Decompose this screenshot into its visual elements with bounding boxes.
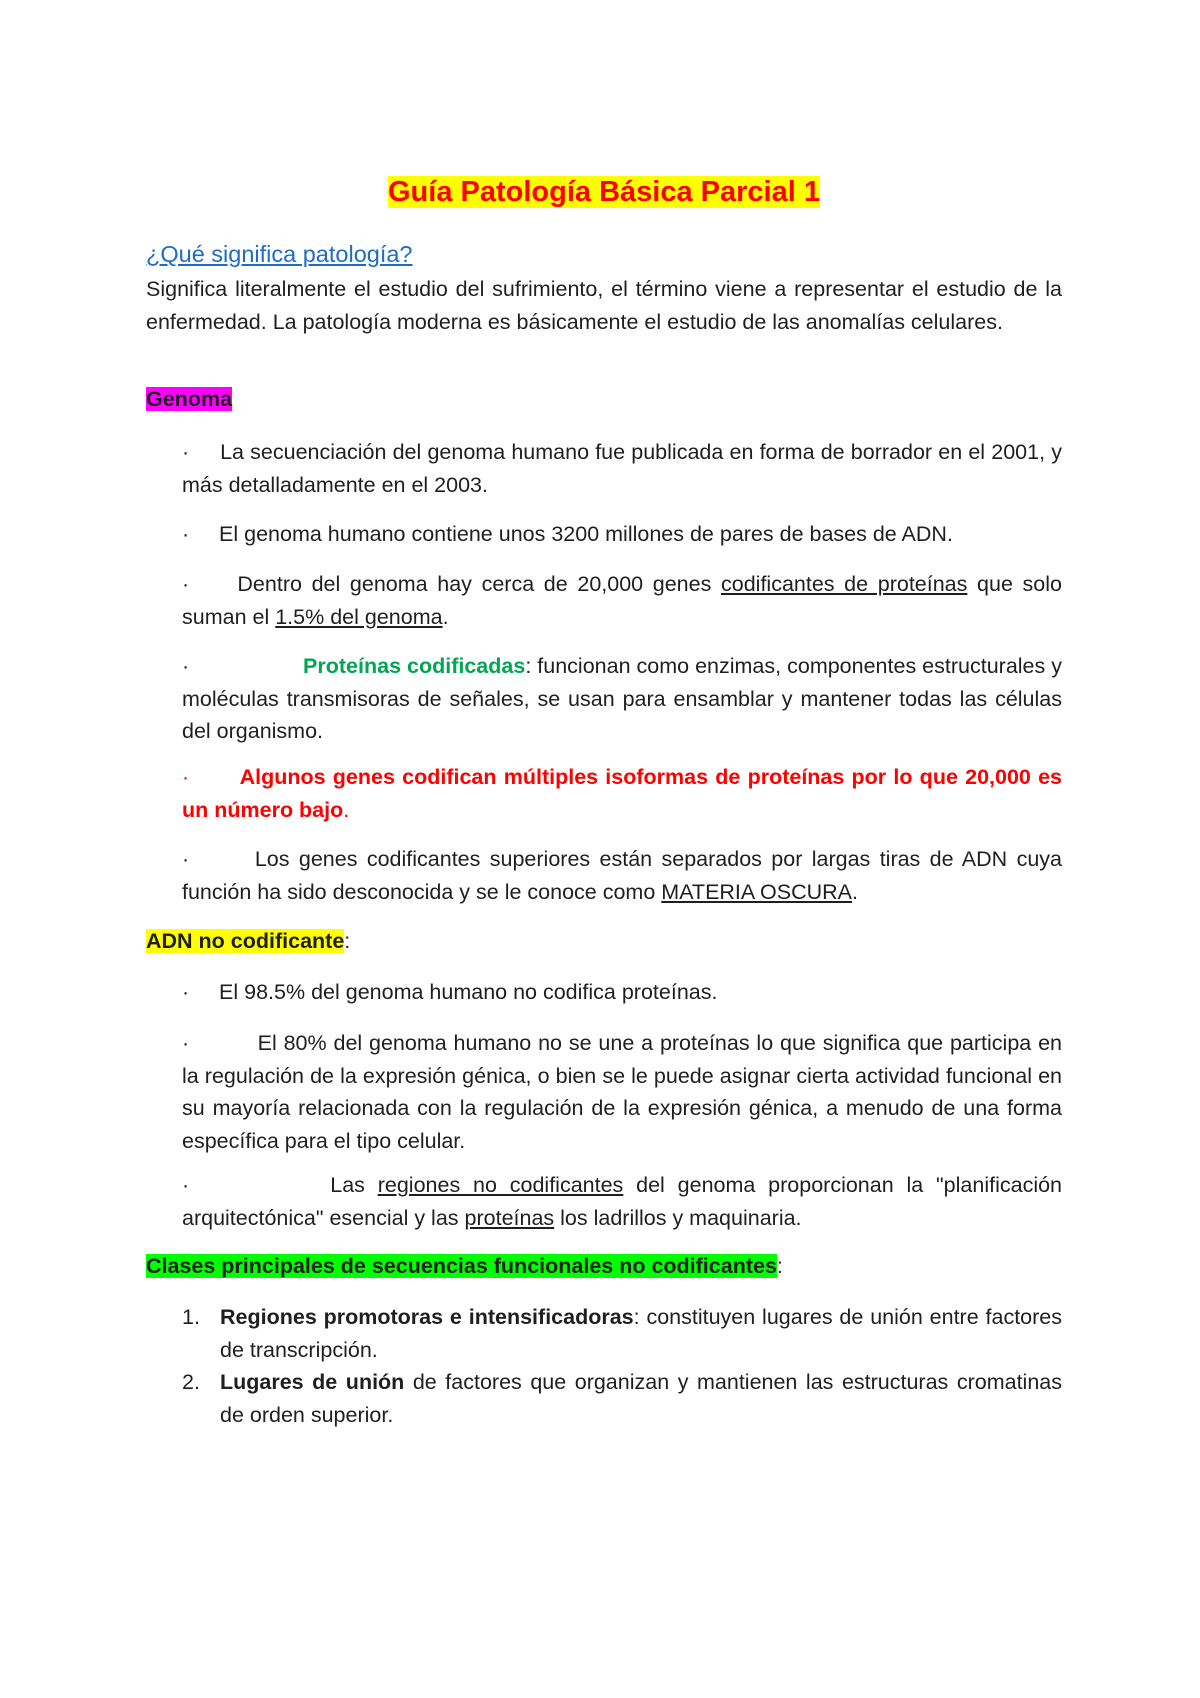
bullet-text: que solo suman el — [182, 572, 1062, 629]
document-title — [146, 172, 1062, 212]
adn-bullet-1 — [182, 976, 1062, 1009]
bullet-dot: · — [182, 980, 190, 1004]
bullet-text: Los genes codificantes superiores están separados por largas tiras de ADN cuya función ha sido desconocida y se le conoce como — [182, 847, 1062, 904]
bullet-dot: · — [182, 654, 190, 678]
bullet-text: El 98.5% del genoma humano no codifica proteínas. — [219, 980, 718, 1004]
bullet-text: . — [852, 879, 859, 904]
bullet-dot: · — [182, 440, 190, 464]
item-text — [220, 1366, 1062, 1431]
item-text — [220, 1301, 1062, 1366]
underlined-term: 1.5% del genoma — [275, 604, 443, 629]
title-text: Guía Patología Básica Parcial 1 — [388, 176, 820, 208]
genoma-bullet-1 — [182, 436, 1062, 501]
bullet-text: Las — [330, 1173, 378, 1197]
clases-heading-text: Clases principales de secuencias funcionales no codificantes — [146, 1254, 777, 1278]
bullet-dot: · — [182, 847, 190, 871]
bullet-text: El genoma humano contiene unos 3200 millones de pares de bases de ADN. — [219, 522, 953, 546]
underlined-term: MATERIA OSCURA — [661, 879, 853, 904]
item-description: : constituyen lugares de unión entre factores de transcripción. — [220, 1305, 1062, 1362]
bullet-dot: · — [182, 572, 190, 596]
genoma-bullet-3 — [182, 568, 1062, 633]
bullet-text: : funcionan como enzimas, componentes estructurales y moléculas transmisoras de señales, se usan para ensamblar y mantener todas las células del organismo. — [182, 654, 1063, 743]
bullet-dot: · — [182, 1173, 190, 1197]
genoma-bullet-2 — [182, 518, 1062, 551]
numbered-item — [182, 1301, 1062, 1366]
bullet-text: los ladrillos y maquinaria. — [554, 1205, 802, 1230]
clases-heading — [146, 1250, 783, 1282]
bullet-text: El 80% del genoma humano no se une a proteínas lo que significa que participa en la regulación de la expresión génica, o bien se le puede asignar cierta actividad funcional en su mayoría relacionada con la regulación de la expresión génica, a menudo de una forma específica para el tipo celular. — [182, 1031, 1062, 1153]
adn-bullet-2 — [182, 1027, 1062, 1157]
underlined-term: regiones no codificantes — [377, 1173, 624, 1197]
green-label: Proteínas codificadas — [303, 654, 526, 678]
genoma-bullet-4 — [182, 650, 1062, 748]
genoma-heading-text: Genoma — [146, 387, 233, 411]
bullet-text: Dentro del genoma hay cerca de 20,000 genes — [237, 572, 721, 596]
heading-colon: : — [776, 1254, 783, 1278]
bullet-dot: · — [182, 765, 190, 789]
red-bold-text: Algunos genes codifican múltiples isoformas de proteínas por lo que 20,000 es un número bajo — [182, 765, 1062, 822]
genoma-bullet-6 — [182, 843, 1062, 908]
heading-colon: : — [344, 929, 351, 953]
bullet-text: La secuenciación del genoma humano fue publicada en forma de borrador en el 2001, y más detalladamente en el 2003. — [182, 440, 1062, 497]
underlined-term: codificantes de proteínas — [721, 572, 968, 596]
question-text: ¿Qué significa patología? — [146, 241, 413, 267]
item-label: Regiones promotoras e intensificadoras — [220, 1305, 634, 1329]
underlined-term: proteínas — [464, 1205, 555, 1230]
item-number: 2. — [182, 1370, 200, 1394]
bullet-text: . — [343, 797, 350, 822]
intro-paragraph: Significa literalmente el estudio del sufrimiento, el término viene a representar el estudio de la enfermedad. La patología moderna es básicamente el estudio de las anomalías celulares. — [146, 277, 1062, 334]
adn-heading — [146, 925, 350, 957]
item-label: Lugares de unión — [220, 1370, 405, 1394]
bullet-text: del genoma proporcionan la "planificación arquitectónica" esencial y las — [182, 1173, 1063, 1230]
genoma-bullet-5 — [182, 761, 1062, 826]
bullet-dot: · — [182, 1031, 190, 1055]
numbered-item — [182, 1366, 1062, 1431]
adn-heading-text: ADN no codificante — [146, 929, 345, 953]
bullet-text: . — [442, 604, 449, 629]
item-number: 1. — [182, 1305, 200, 1329]
genoma-heading — [146, 383, 232, 415]
question-heading — [146, 238, 413, 270]
bullet-dot: · — [182, 522, 190, 546]
item-description: de factores que organizan y mantienen las estructuras cromatinas de orden superior. — [220, 1370, 1062, 1427]
adn-bullet-3 — [182, 1169, 1062, 1234]
